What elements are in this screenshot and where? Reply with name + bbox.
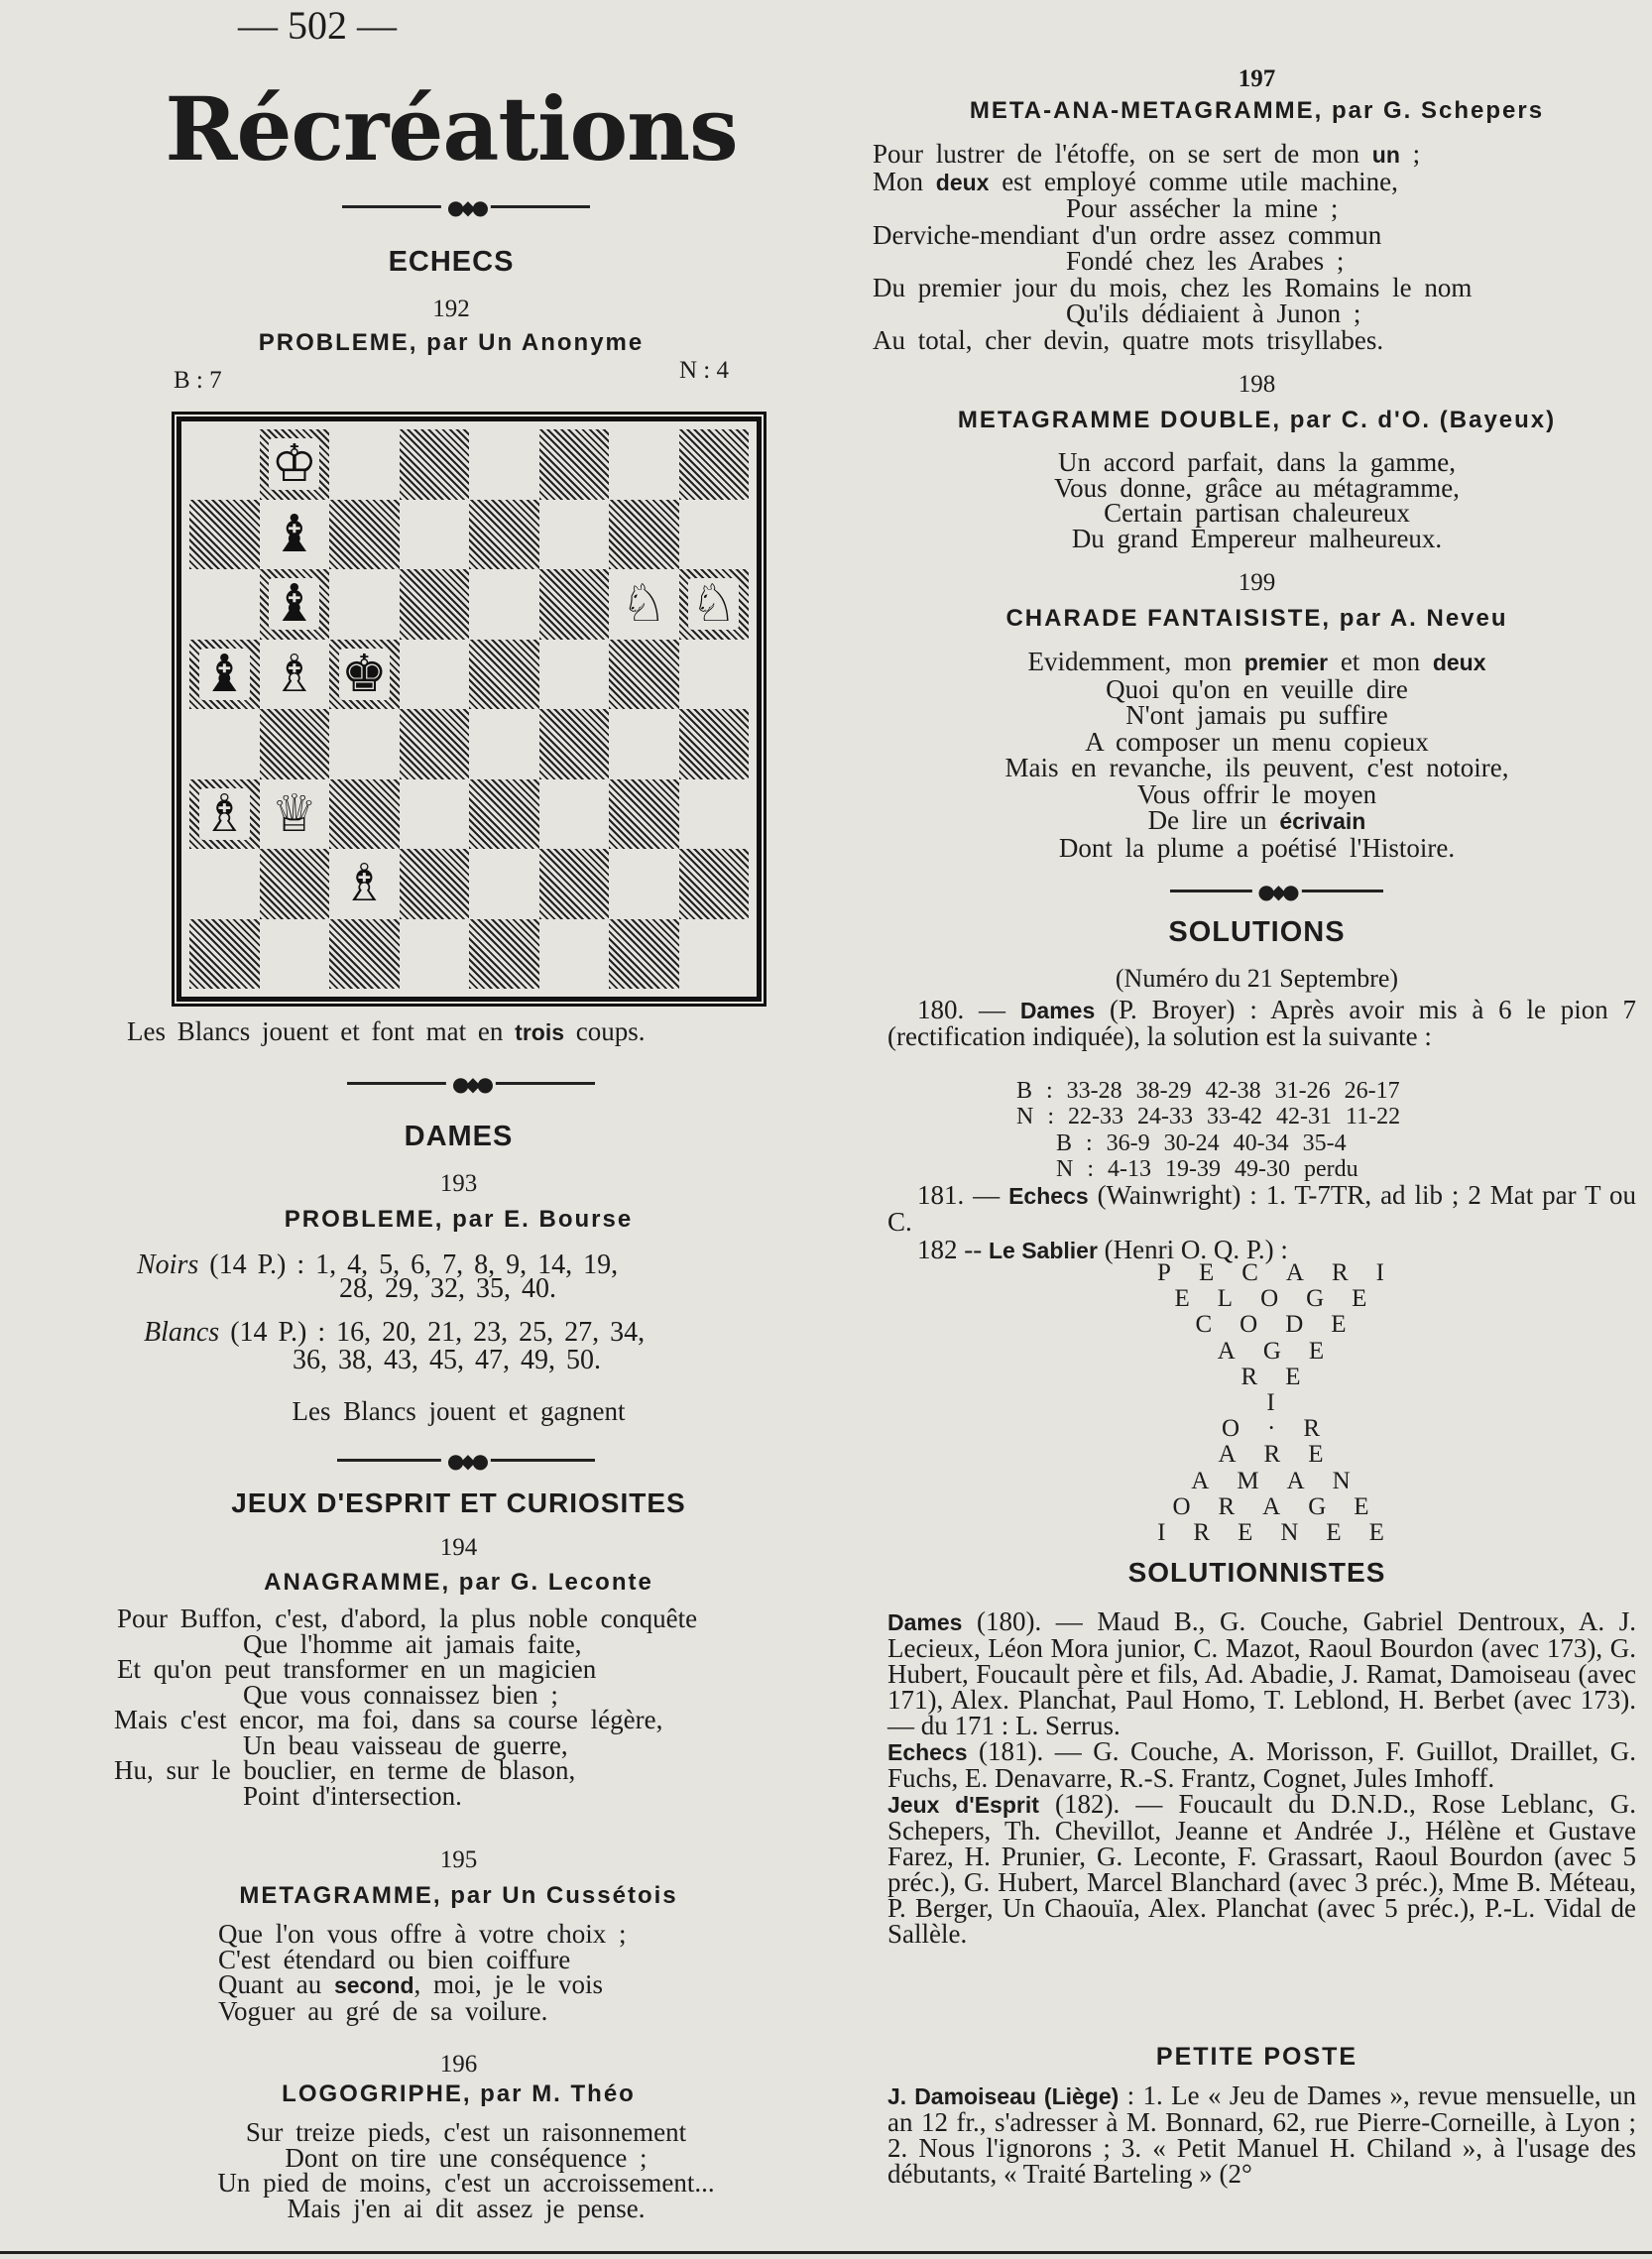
page-title: Récréations (165, 77, 738, 180)
board-square (679, 709, 750, 779)
section-chess: ECHECS (388, 246, 515, 278)
verse-line: Fondé chez les Arabes ; (1066, 246, 1345, 276)
board-square (539, 429, 610, 500)
black-bishop-icon: ♝ (271, 504, 318, 564)
board-square (679, 569, 750, 640)
board-square (400, 779, 470, 850)
hourglass-row: I (1266, 1389, 1303, 1416)
board-square (609, 429, 679, 500)
board-square (400, 569, 470, 640)
white-knight-icon: ♘ (620, 574, 667, 635)
problem-number: 198 (1238, 371, 1276, 398)
section-solutions: SOLUTIONS (1168, 916, 1346, 948)
move-line: B : 33-28 38-29 42-38 31-26 26-17 (1016, 1078, 1400, 1104)
verse-line: Derviche-mendiant d'un ordre assez commun (873, 219, 1382, 250)
solution-180: 180. — Dames (P. Broyer) : Après avoir mis à 6 le pion 7 (rectification indiquée), la solution est la suivante : (887, 995, 1636, 1051)
verse-line: Que l'on vous offre à votre choix ; (218, 1919, 627, 1949)
board-square (539, 640, 610, 710)
white-bishop-icon: ♗ (200, 783, 248, 844)
bottom-rule (0, 2251, 1652, 2254)
board-square (469, 849, 539, 919)
problem-heading: PROBLEME, par E. Bourse (284, 1206, 634, 1233)
verse-line: Dont la plume a poétisé l'Histoire. (1058, 832, 1456, 863)
verse-line: Du grand Empereur malheureux. (1071, 523, 1443, 553)
board-square (469, 640, 539, 710)
problem-heading: ANAGRAMME, par G. Leconte (264, 1569, 653, 1596)
poem-196 (109, 2117, 823, 2223)
board-square (679, 429, 750, 500)
solution-181: 181. — Echecs (Wainwright) : 1. T-7TR, ad lib ; 2 Mat par T ou C. (887, 1180, 1636, 1237)
verse-line: Sur treize pieds, c'est un raisonnement (245, 2117, 687, 2147)
board-square (329, 569, 400, 640)
board-square (189, 429, 260, 500)
ornament-divider: ●◆● (337, 1448, 595, 1474)
black-bishop-icon: ♝ (271, 574, 318, 635)
poem-197 (873, 141, 1641, 353)
problem-heading: METAGRAMME DOUBLE, par C. d'O. (Bayeux) (957, 407, 1557, 433)
verse-line: Vous donne, grâce au métagramme, (1054, 472, 1460, 503)
right-column (873, 0, 1641, 2259)
hourglass-row: IRENEE (1157, 1519, 1412, 1546)
verse-line: Qu'ils dédiaient à Junon ; (1066, 298, 1361, 328)
problem-number: 199 (1238, 569, 1276, 596)
white-knight-icon: ♘ (690, 574, 738, 635)
board-square (329, 500, 400, 570)
board-square (189, 500, 260, 570)
verse-line: Hu, sur le bouclier, en terme de blason, (114, 1755, 576, 1785)
board-square (539, 569, 610, 640)
board-square (679, 849, 750, 919)
verse-line: Mais j'en ai dit assez je pense. (287, 2193, 646, 2223)
board-square (609, 849, 679, 919)
board-square (469, 779, 539, 850)
verse-line: Point d'intersection. (243, 1780, 462, 1811)
verse-line: Mon deux est employé comme utile machine, (873, 166, 1398, 196)
board-square (189, 709, 260, 779)
board-square (329, 919, 400, 990)
board-square (400, 919, 470, 990)
white-pieces-line: Blancs (14 P.) : 16, 20, 21, 23, 25, 27, 34, (144, 1317, 646, 1348)
verse-line: Evidemment, mon premier et mon deux (1027, 647, 1486, 676)
board-square (539, 849, 610, 919)
board-square (189, 919, 260, 990)
verse-line: A composer un menu copieux (1085, 726, 1429, 757)
white-pieces-line-2: 36, 38, 43, 45, 47, 49, 50. (293, 1345, 601, 1375)
board-square (329, 429, 400, 500)
board-square (539, 709, 610, 779)
solutionnistes-text: Dames (180). — Maud B., G. Couche, Gabriel Dentroux, A. J. Lecieux, Léon Mora junior, C. Mazot, Raoul Bourdon (avec 173), G. Hubert, Foucault père et fils, Ad. Abadie, J. Ramat, Damoiseau (avec 171), Alex. Planchat, Paul Homo, T. Leblond, H. Berbet (avec 173). — du 171 : L. Serrus. Echecs (181). — G. Couche, A. Morisson, F. Guillot, Draillet, G. Fuchs, E. Denavarre, R.-S. Frantz, Cognet, Jules Imhoff. Jeux d'Esprit (182). — Foucault du D.N.D., Rose Leblanc, G. Schepers, Th. Chevillot, Jeanne et Andrée J., Hélène et Gustave Farez, H. Prunier, G. Leconte, F. Grassart, Raoul Bourdon (avec 5 préc.), G. Hubert, Marcel Blanchard (avec 3 préc.), Mme B. Méteau, P. Berger, Un Chaouïa, Alex. Planchat (avec 5 préc.), P.-L. Vidal de Sallèle. (887, 1606, 1636, 1949)
chess-caption: Les Blancs jouent et font mat en trois coups. (127, 1016, 646, 1046)
problem-heading: META-ANA-METAGRAMME, par G. Schepers (969, 97, 1545, 124)
ornament-divider: ●◆● (342, 194, 590, 220)
black-pieces-line: Noirs (14 P.) : 1, 4, 5, 6, 7, 8, 9, 14, 19, (137, 1249, 619, 1280)
board-square (329, 849, 400, 919)
board-square (609, 640, 679, 710)
verse-line: Voguer au gré de sa voilure. (218, 1995, 548, 2026)
hourglass-row: O·R (1221, 1415, 1349, 1443)
board-square (189, 779, 260, 850)
page-number: — 502 — (238, 3, 397, 48)
hourglass-row: AGE (1217, 1337, 1353, 1365)
white-king-icon: ♔ (271, 434, 318, 495)
section-petite-poste: PETITE POSTE (1155, 2043, 1358, 2071)
board-square (260, 569, 330, 640)
problem-heading: METAGRAMME, par Un Cussétois (239, 1882, 678, 1909)
solution-182: 182 -- Le Sablier (Henri O. Q. P.) : (917, 1235, 1288, 1264)
problem-heading: CHARADE FANTAISISTE, par A. Neveu (1005, 605, 1508, 632)
board-square (400, 500, 470, 570)
problem-number: 192 (432, 296, 470, 322)
problem-heading: PROBLEME, par Un Anonyme (258, 329, 645, 356)
board-square (609, 500, 679, 570)
board-square (260, 500, 330, 570)
hourglass-row: ORAGE (1172, 1492, 1397, 1520)
board-square (189, 640, 260, 710)
verse-line: C'est étendard ou bien coiffure (218, 1944, 571, 1974)
white-bishop-icon: ♗ (271, 644, 318, 704)
black-pieces-line-2: 28, 29, 32, 35, 40. (339, 1273, 556, 1304)
problem-number: 194 (439, 1534, 478, 1561)
poem-198 (873, 447, 1641, 553)
black-piece-count: N : 4 (679, 357, 729, 384)
verse-line: Pour lustrer de l'étoffe, on se sert de mon un ; (873, 139, 1421, 169)
board-square (679, 500, 750, 570)
board-square (609, 919, 679, 990)
verse-line: Mais en revanche, ils peuvent, c'est notoire, (1004, 753, 1509, 782)
hourglass-row: ARE (1218, 1441, 1352, 1469)
hourglass-row: RE (1240, 1363, 1329, 1390)
white-piece-count: B : 7 (174, 367, 222, 394)
board-square (679, 919, 750, 990)
verse-line: Et qu'on peut transformer en un magicien (117, 1654, 597, 1684)
poem-199 (873, 649, 1641, 861)
move-line: N : 22-33 24-33 33-42 42-31 11-22 (1016, 1104, 1401, 1130)
verse-line: De lire un écrivain (1147, 805, 1366, 835)
board-square (469, 500, 539, 570)
board-square (260, 640, 330, 710)
chess-board (177, 416, 762, 1002)
board-square (539, 500, 610, 570)
ornament-divider: ●◆● (347, 1071, 595, 1097)
problem-number: 195 (439, 1846, 478, 1873)
draughts-caption: Les Blancs jouent et gagnent (292, 1396, 626, 1426)
board-square (400, 849, 470, 919)
board-square (400, 429, 470, 500)
verse-line: Vous offrir le moyen (1136, 778, 1377, 809)
hourglass-row: PECARI (1157, 1259, 1412, 1286)
board-square (189, 849, 260, 919)
verse-line: N'ont jamais pu suffire (1125, 700, 1388, 730)
poem-195 (218, 1919, 627, 2026)
board-square (260, 849, 330, 919)
problem-number: 197 (1238, 65, 1276, 92)
board-square (400, 640, 470, 710)
board-square (609, 569, 679, 640)
move-line: N : 4-13 19-39 49-30 perdu (1056, 1156, 1358, 1182)
board-square (329, 709, 400, 779)
problem-heading: LOGOGRIPHE, par M. Théo (282, 2081, 636, 2107)
ornament-divider: ●◆● (1170, 879, 1383, 904)
petite-poste-text: J. Damoiseau (Liège) : 1. Le « Jeu de Dames », revue mensuelle, un an 12 fr., s'adresser à M. Bonnard, 62, rue Pierre-Corneille, à Lyon ; 2. Nous l'ignorons ; 3. « Petit Manuel H. Chiland », à l'usage des débutants, « Traité Barteling » (2° (887, 2081, 1636, 2189)
board-square (260, 709, 330, 779)
board-square (189, 569, 260, 640)
solutions-subtitle: (Numéro du 21 Septembre) (1115, 964, 1399, 993)
hourglass-row: ELOGE (1174, 1285, 1395, 1313)
board-square (469, 709, 539, 779)
problem-number: 193 (439, 1170, 478, 1197)
left-column (109, 0, 838, 2259)
section-draughts: DAMES (404, 1121, 514, 1152)
verse-line: Quant au second, moi, je le vois (218, 1969, 603, 1999)
section-jeux: JEUX D'ESPRIT ET CURIOSITES (231, 1487, 686, 1518)
board-square (469, 429, 539, 500)
board-square (539, 919, 610, 990)
black-bishop-icon: ♝ (200, 644, 248, 704)
poem-194 (109, 1606, 823, 1809)
move-line: B : 36-9 30-24 40-34 35-4 (1056, 1130, 1347, 1156)
verse-line: Un pied de moins, c'est un accroissement... (217, 2168, 715, 2198)
verse-line: Pour Buffon, c'est, d'abord, la plus noble conquête (117, 1604, 698, 1633)
board-square (329, 640, 400, 710)
verse-line: Pour assécher la mine ; (1066, 193, 1339, 223)
verse-line: Certain partisan chaleureux (1104, 498, 1410, 528)
verse-line: Que vous connaissez bien ; (243, 1679, 558, 1710)
verse-line: Mais c'est encor, ma foi, dans sa course légère, (114, 1705, 663, 1734)
hourglass-row: CODE (1195, 1311, 1374, 1339)
section-solutionnistes: SOLUTIONNISTES (1127, 1557, 1386, 1588)
board-square (260, 429, 330, 500)
white-queen-icon: ♕ (271, 783, 318, 844)
board-square (329, 779, 400, 850)
verse-line: Au total, cher devin, quatre mots trisyllabes. (873, 324, 1384, 355)
hourglass-row: AMAN (1191, 1467, 1378, 1494)
verse-line: Que l'homme ait jamais faite, (243, 1628, 582, 1659)
board-square (260, 919, 330, 990)
problem-number: 196 (439, 2051, 478, 2078)
board-square (679, 640, 750, 710)
board-square (260, 779, 330, 850)
chess-grid (189, 429, 749, 989)
verse-line: Un beau vaisseau de guerre, (243, 1729, 568, 1760)
board-square (609, 779, 679, 850)
verse-line: Quoi qu'on en veuille dire (1106, 673, 1408, 704)
verse-line: Un accord parfait, dans la gamme, (1057, 447, 1457, 477)
verse-line: Dont on tire une conséquence ; (285, 2142, 648, 2173)
board-square (539, 779, 610, 850)
black-king-icon: ♚ (340, 644, 388, 704)
board-square (609, 709, 679, 779)
board-square (469, 569, 539, 640)
board-square (469, 919, 539, 990)
white-bishop-icon: ♗ (340, 854, 388, 914)
board-square (400, 709, 470, 779)
board-square (679, 779, 750, 850)
verse-line: Du premier jour du mois, chez les Romains le nom (873, 272, 1473, 302)
